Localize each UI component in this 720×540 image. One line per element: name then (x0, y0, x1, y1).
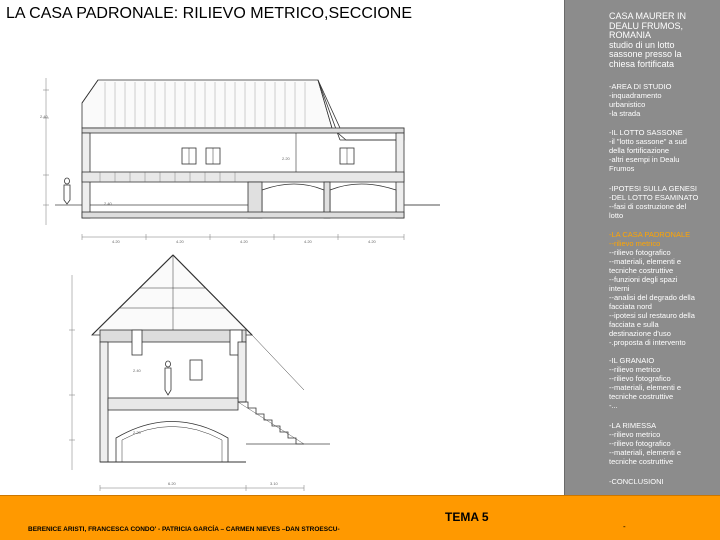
tema-label: TEMA 5 (445, 510, 489, 524)
menu-item[interactable]: urbanistico (609, 100, 646, 109)
menu-item[interactable]: --ipotesi sul restauro della (609, 311, 695, 320)
menu-group-rimessa (609, 421, 719, 466)
menu-item[interactable]: --analisi del degrado della (609, 293, 695, 302)
menu-group-area-studio (609, 82, 719, 118)
footer-dash: - (623, 522, 626, 531)
menu-group-casa-padronale (609, 230, 719, 347)
menu-group-conclusioni (609, 477, 719, 486)
menu-item[interactable]: --materiali, elementi e (609, 383, 682, 392)
sidebar (564, 0, 720, 495)
menu-item[interactable]: -IPOTESI SULLA GENESI (609, 184, 697, 193)
menu-group-ipotesi (609, 184, 719, 220)
svg-text:2.20: 2.20 (133, 430, 141, 435)
menu-item[interactable]: --funzioni degli spazi (609, 275, 678, 284)
menu-item-active[interactable]: --rilievo metrico (609, 239, 661, 248)
svg-text:2.20: 2.20 (282, 156, 290, 161)
svg-text:2.40: 2.40 (104, 201, 112, 206)
menu-item[interactable]: tecniche costruttive (609, 457, 674, 466)
menu-item[interactable]: facciata nord (609, 302, 652, 311)
svg-text:4.20: 4.20 (176, 239, 184, 244)
authors-line: BERENICE ARISTI, FRANCESCA CONDO' - PATRICIA GARCÍA – CARMEN NIEVES –DAN STROESCU- (28, 526, 340, 533)
menu-item[interactable]: --rilievo fotografico (609, 248, 671, 257)
menu-item[interactable]: --rilievo metrico (609, 365, 661, 374)
menu-item[interactable]: -inquadramento (609, 91, 662, 100)
menu-group-lotto-sassone (609, 128, 719, 173)
page-title: LA CASA PADRONALE: RILIEVO METRICO,SECCIONE (6, 5, 413, 22)
footer-bar (0, 495, 720, 540)
menu-item[interactable]: Frumos (609, 164, 635, 173)
menu-item[interactable]: tecniche costruttive (609, 266, 674, 275)
sidebar-header: CASA MAURER IN DEALU FRUMOS, ROMANIA studio di un lotto sassone presso la chiesa fortificata (609, 11, 687, 69)
svg-text:2.40: 2.40 (133, 368, 141, 373)
svg-text:4.20: 4.20 (240, 239, 248, 244)
menu-item[interactable]: -altri esempi in Dealu (609, 155, 680, 164)
menu-item[interactable]: tecniche costruttive (609, 392, 674, 401)
menu-item[interactable]: destinazione d'uso (609, 329, 671, 338)
menu-item[interactable]: --rilievo fotografico (609, 374, 671, 383)
menu-item[interactable]: --rilievo metrico (609, 430, 661, 439)
long-section-dims (112, 239, 377, 244)
menu-item[interactable]: -DEL LOTTO ESAMINATO (609, 193, 699, 202)
menu-item[interactable]: -LA RIMESSA (609, 421, 657, 430)
svg-text:4.20: 4.20 (304, 239, 312, 244)
menu-item[interactable]: -AREA DI STUDIO (609, 82, 672, 91)
menu-item[interactable]: -.proposta di intervento (609, 338, 686, 347)
cross-section-dims (168, 481, 279, 486)
svg-text:4.20: 4.20 (368, 239, 376, 244)
menu-item[interactable]: -CONCLUSIONI (609, 477, 664, 486)
menu-item[interactable]: -IL GRANAIO (609, 356, 655, 365)
svg-text:6.20: 6.20 (168, 481, 176, 486)
menu-item[interactable]: della fortificazione (609, 146, 670, 155)
menu-item[interactable]: -IL LOTTO SASSONE (609, 128, 683, 137)
menu-group-granaio (609, 356, 719, 410)
menu-item[interactable]: -il "lotto sassone" a sud (609, 137, 687, 146)
menu-item[interactable]: --rilievo fotografico (609, 439, 671, 448)
svg-text:4.20: 4.20 (112, 239, 120, 244)
menu-item[interactable]: lotto (609, 211, 624, 220)
menu-item[interactable]: --materiali, elementi e (609, 448, 682, 457)
menu-item-active[interactable]: -LA CASA PADRONALE (609, 230, 691, 239)
menu-item[interactable]: interni (609, 284, 630, 293)
menu-item[interactable]: -... (609, 401, 618, 410)
menu-item[interactable]: --materiali, elementi e (609, 257, 682, 266)
menu-item[interactable]: --fasi di costruzione del (609, 202, 687, 211)
svg-text:2.40: 2.40 (40, 114, 48, 119)
menu-item[interactable]: -la strada (609, 109, 641, 118)
menu-item[interactable]: facciata e sulla (609, 320, 659, 329)
svg-text:3.10: 3.10 (270, 481, 278, 486)
